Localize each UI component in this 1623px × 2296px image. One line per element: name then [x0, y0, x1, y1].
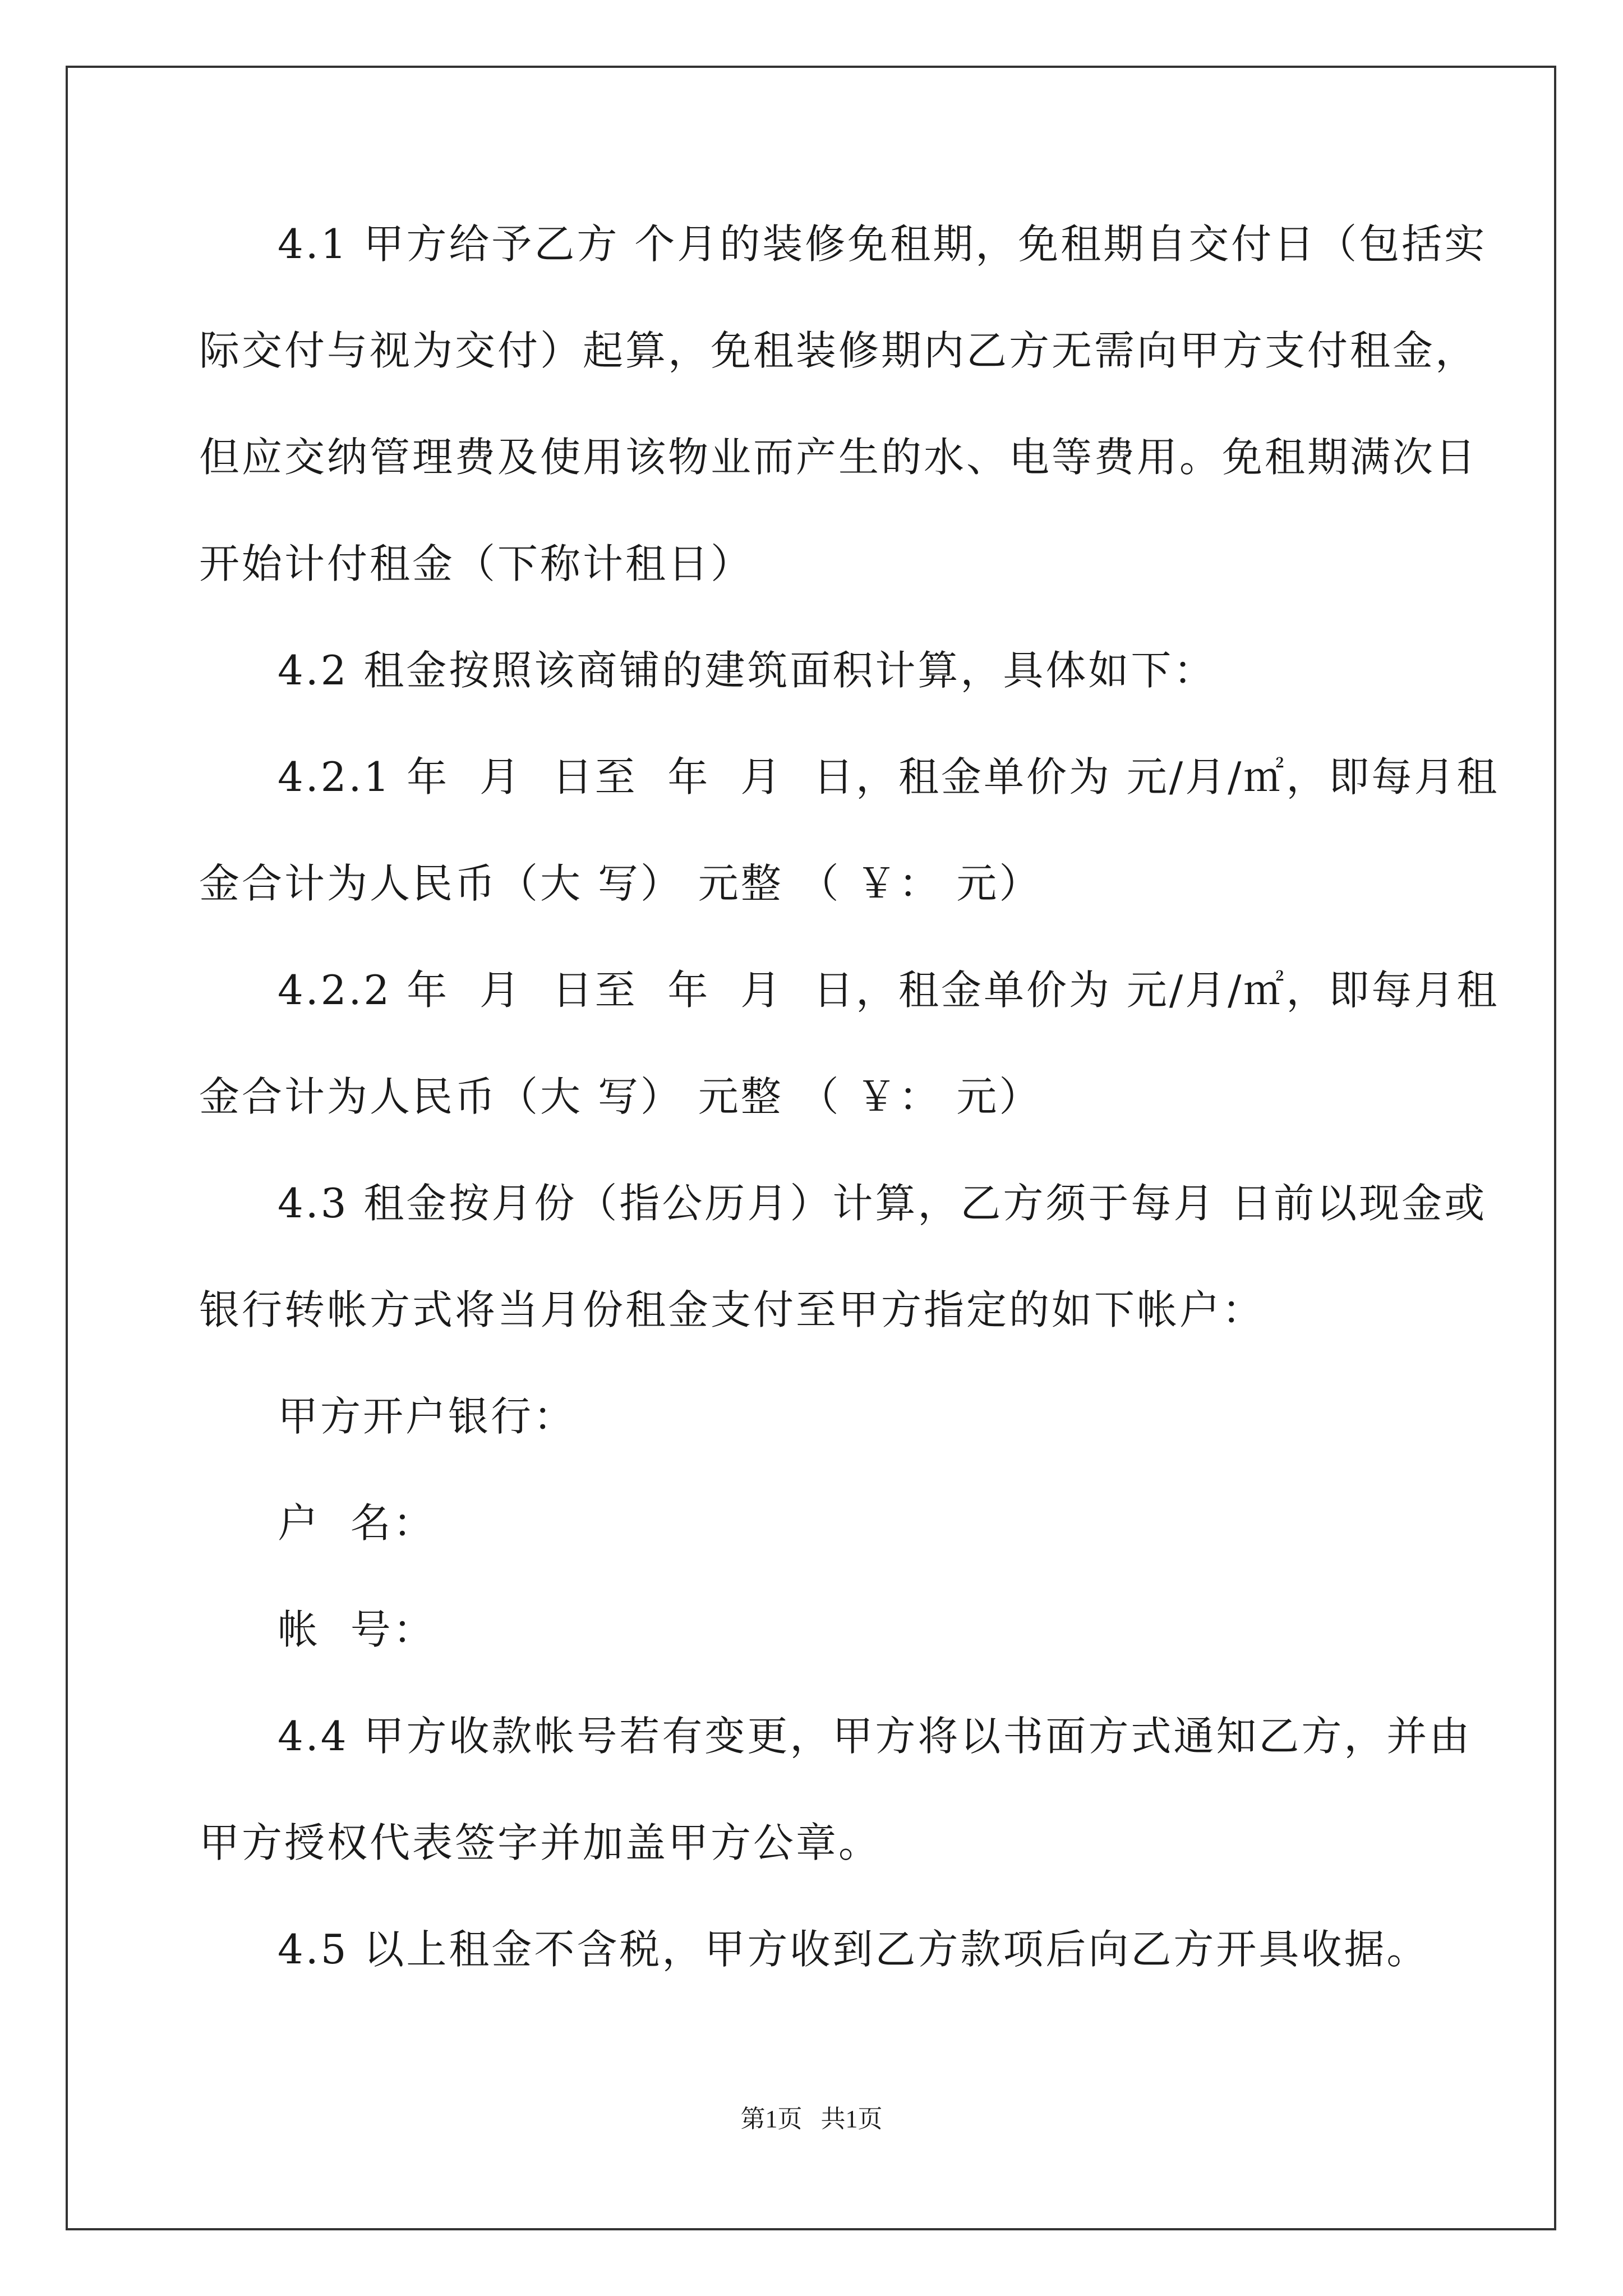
paragraph-4-4-line-1: 4.4 甲方收款帐号若有变更，甲方将以书面方式通知乙方，并由 — [278, 1713, 1472, 1760]
paragraph-4-1-line-3: 但应交纳管理费及使用该物业而产生的水、电等费用。免租期满次日 — [199, 434, 1478, 481]
page-number-footer: 第1页 共1页 — [740, 2105, 883, 2133]
paragraph-4-2-2-line-1: 4.2.2 年 月 日至 年 月 日，租金单价为 元/月/㎡，即每月租 — [278, 967, 1500, 1014]
bank-name-label: 甲方开户银行： — [278, 1393, 577, 1440]
paragraph-4-2-1-line-2: 金合计为人民币（大 写） 元整 （ ￥： 元） — [199, 860, 1042, 907]
paragraph-4-3-line-2: 银行转帐方式将当月份租金支付至甲方指定的如下帐户： — [199, 1286, 1265, 1333]
paragraph-4-1-line-2: 际交付与视为交付）起算，免租装修期内乙方无需向甲方支付租金， — [199, 327, 1478, 374]
account-name-label: 户 名： — [278, 1499, 436, 1547]
page-border — [66, 66, 1556, 2230]
paragraph-4-1-line-4: 开始计付租金（下称计租日） — [199, 540, 754, 587]
paragraph-4-4-line-2: 甲方授权代表签字并加盖甲方公章。 — [199, 1819, 882, 1866]
paragraph-4-1-line-1: 4.1 甲方给予乙方 个月的装修免租期，免租期自交付日（包括实 — [278, 220, 1487, 268]
paragraph-4-2: 4.2 租金按照该商铺的建筑面积计算，具体如下： — [278, 647, 1216, 694]
paragraph-4-5: 4.5 以上租金不含税，甲方收到乙方款项后向乙方开具收据。 — [278, 1926, 1430, 1973]
paragraph-4-3-line-1: 4.3 租金按月份（指公历月）计算，乙方须于每月 日前以现金或 — [278, 1180, 1487, 1227]
paragraph-4-2-1-line-1: 4.2.1 年 月 日至 年 月 日，租金单价为 元/月/㎡，即每月租 — [278, 753, 1500, 800]
account-number-label: 帐 号： — [278, 1606, 436, 1653]
paragraph-4-2-2-line-2: 金合计为人民币（大 写） 元整 （ ￥： 元） — [199, 1073, 1042, 1120]
